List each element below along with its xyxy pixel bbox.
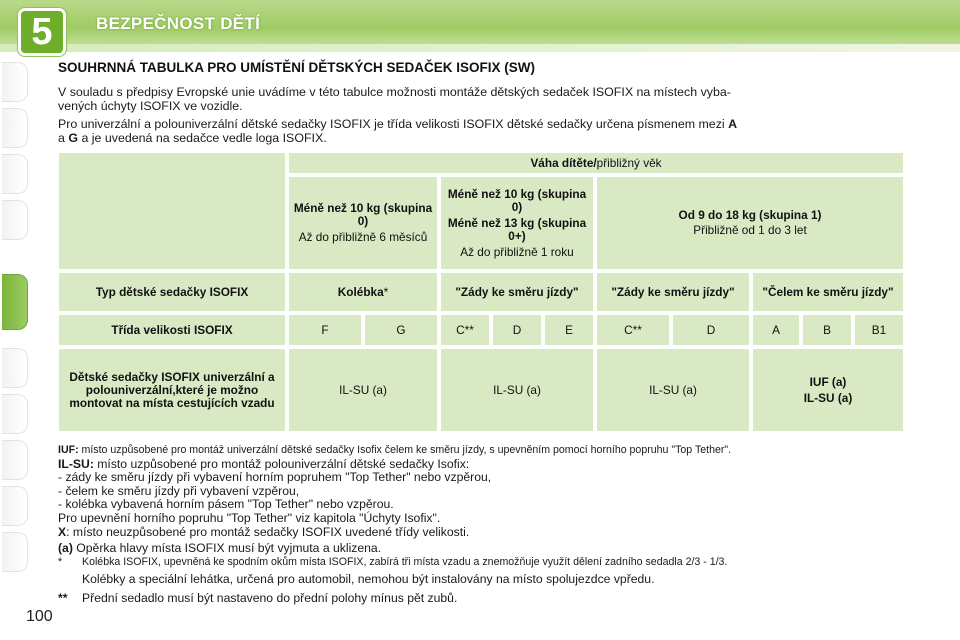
edge-tab-active[interactable] bbox=[2, 274, 28, 330]
group-0plus-age: Až do přibližně 1 roku bbox=[460, 244, 574, 259]
type-value: Kolébka bbox=[337, 284, 384, 299]
seat-value: IL-SU (a) bbox=[803, 390, 853, 405]
note-text: : místo neuzpůsobené pro montáž sedačky ISOFIX uvedené třídy velikosti. bbox=[66, 524, 470, 539]
note-dstar bbox=[58, 592, 918, 606]
intro-line: a je uvedená na sedačce vedle loga ISOFIX. bbox=[81, 131, 327, 145]
type-label: Typ dětské sedačky ISOFIX bbox=[95, 284, 249, 299]
edge-tab[interactable] bbox=[2, 154, 28, 194]
header-band-strip bbox=[0, 44, 960, 52]
group-1-title: Od 9 do 18 kg (skupina 1) bbox=[678, 208, 822, 222]
intro-line: Pro univerzální a polouniverzální dětské sedačky ISOFIX je třída velikosti ISOFIX dětské sedačky určena písmenem mezi bbox=[58, 117, 725, 131]
class-cell: B bbox=[802, 314, 852, 346]
weight-header bbox=[288, 152, 904, 174]
group-1 bbox=[596, 176, 904, 270]
note-a bbox=[58, 542, 918, 556]
intro-line: V souladu s předpisy Evropské unie uvádíme v této tabulce možnosti montáže dětských sedaček ISOFIX na místech vyba- bbox=[58, 85, 731, 99]
note-x bbox=[58, 526, 918, 540]
class-cell: F bbox=[288, 314, 362, 346]
intro-paragraph-1 bbox=[58, 85, 904, 113]
note-key: ** bbox=[58, 590, 68, 605]
weight-header-rest: přibližný věk bbox=[596, 155, 662, 170]
chapter-badge bbox=[18, 8, 66, 56]
type-cell bbox=[440, 272, 594, 312]
seat-cell: IL-SU (a) bbox=[288, 348, 438, 432]
note-key: * bbox=[58, 555, 63, 568]
note-text: Přední sedadlo musí být nastaveno do přední polohy mínus pět zubů. bbox=[82, 590, 458, 605]
class-cell: C** bbox=[440, 314, 490, 346]
chapter-number: 5 bbox=[31, 11, 53, 53]
edge-tab[interactable] bbox=[2, 394, 28, 434]
type-cell bbox=[288, 272, 438, 312]
note-text: místo uzpůsobené pro montáž polouniverzální dětské sedačky Isofix: bbox=[93, 456, 470, 471]
note-star-2: Kolébky a speciální lehátka, určená pro automobil, nemohou být instalovány na místo spolujezdce vpředu. bbox=[82, 572, 655, 587]
intro-line: vených úchyty ISOFIX ve vozidle. bbox=[58, 99, 243, 113]
note-iuf bbox=[58, 444, 918, 458]
edge-tab[interactable] bbox=[2, 348, 28, 388]
edge-tab[interactable] bbox=[2, 62, 28, 102]
note-ilsu bbox=[58, 458, 918, 472]
class-cell: B1 bbox=[854, 314, 904, 346]
note-text: Opěrka hlavy místa ISOFIX musí být vyjmuta a uklizena. bbox=[72, 541, 382, 556]
page-edge-tabs bbox=[0, 52, 30, 640]
intro-line: a bbox=[58, 131, 65, 145]
class-label-cell bbox=[58, 314, 286, 346]
letter-g: G bbox=[68, 131, 78, 145]
edge-tab[interactable] bbox=[2, 440, 28, 480]
group-0plus bbox=[440, 176, 594, 270]
seat-cell: IL-SU (a) bbox=[596, 348, 750, 432]
note-key: IL-SU: bbox=[58, 456, 94, 471]
class-cell: A bbox=[752, 314, 800, 346]
letter-a: A bbox=[728, 117, 738, 131]
type-label-cell bbox=[58, 272, 286, 312]
table-corner bbox=[58, 152, 286, 270]
note-text: místo uzpůsobené pro montáž univerzální dětské sedačky Isofix čelem ke směru jízdy, s upevněním pomocí horního popruhu "Top Tether". bbox=[78, 444, 732, 456]
chapter-title: BEZPEČNOST DĚTÍ bbox=[96, 14, 261, 33]
intro-paragraph-2 bbox=[58, 117, 904, 145]
group-0plus-title-2: Méně než 13 kg (skupina 0+) bbox=[447, 215, 587, 243]
class-cell: D bbox=[672, 314, 750, 346]
note-key: X bbox=[58, 524, 67, 539]
group-0-title: Méně než 10 kg (skupina 0) bbox=[293, 201, 433, 228]
seat-cell bbox=[752, 348, 904, 432]
group-0plus-title-1: Méně než 10 kg (skupina 0) bbox=[447, 186, 587, 214]
edge-tab[interactable] bbox=[2, 108, 28, 148]
type-star: * bbox=[383, 284, 389, 299]
note-key: IUF: bbox=[58, 444, 79, 456]
seat-label-cell bbox=[58, 348, 286, 432]
group-0 bbox=[288, 176, 438, 270]
group-1-age: Přibližně od 1 do 3 let bbox=[693, 223, 807, 237]
class-label: Třída velikosti ISOFIX bbox=[111, 322, 233, 337]
type-value: "Zády ke směru jízdy" bbox=[611, 284, 735, 299]
class-cell: C** bbox=[596, 314, 670, 346]
seat-label: Dětské sedačky ISOFIX univerzální a polouniverzální,které je možno montovat na místa cestujících vzadu bbox=[69, 369, 275, 410]
note-key: (a) bbox=[58, 541, 73, 556]
note-text: Kolébka ISOFIX, upevněná ke spodním okům místa ISOFIX, zabírá tři místa vzadu a znemožňuje využít dělení zadního sedadla 2/3 - 1/3. bbox=[82, 555, 728, 568]
class-cell: D bbox=[492, 314, 542, 346]
class-cell: G bbox=[364, 314, 438, 346]
page-number: 100 bbox=[26, 608, 53, 625]
intro-section bbox=[58, 60, 904, 149]
group-0-age: Až do přibližně 6 měsíců bbox=[298, 230, 428, 244]
note-star bbox=[58, 556, 918, 570]
note-list-item: - kolébka vybavená horním pásem "Top Tether" nebo vzpěrou. bbox=[58, 497, 394, 512]
seat-cell: IL-SU (a) bbox=[440, 348, 594, 432]
class-cell: E bbox=[544, 314, 594, 346]
edge-tab[interactable] bbox=[2, 200, 28, 240]
edge-tab[interactable] bbox=[2, 486, 28, 526]
notes-section bbox=[58, 444, 918, 606]
type-cell bbox=[596, 272, 750, 312]
note-list-item: - čelem ke směru jízdy při vybavení vzpěrou, bbox=[58, 483, 300, 498]
edge-tab[interactable] bbox=[2, 532, 28, 572]
type-value: "Zády ke směru jízdy" bbox=[455, 284, 579, 299]
note-list-item: - zády ke směru jízdy při vybavení horním popruhem "Top Tether" nebo vzpěrou, bbox=[58, 470, 492, 485]
note-tether: Pro upevnění horního popruhu "Top Tether" viz kapitola "Úchyty Isofix". bbox=[58, 510, 441, 525]
type-cell bbox=[752, 272, 904, 312]
seat-value: IUF (a) bbox=[809, 374, 847, 389]
type-value: "Čelem ke směru jízdy" bbox=[762, 284, 894, 299]
section-title: SOUHRNNÁ TABULKA PRO UMÍSTĚNÍ DĚTSKÝCH SEDAČEK ISOFIX (SW) bbox=[58, 60, 536, 75]
weight-header-bold: Váha dítěte/ bbox=[530, 155, 597, 170]
